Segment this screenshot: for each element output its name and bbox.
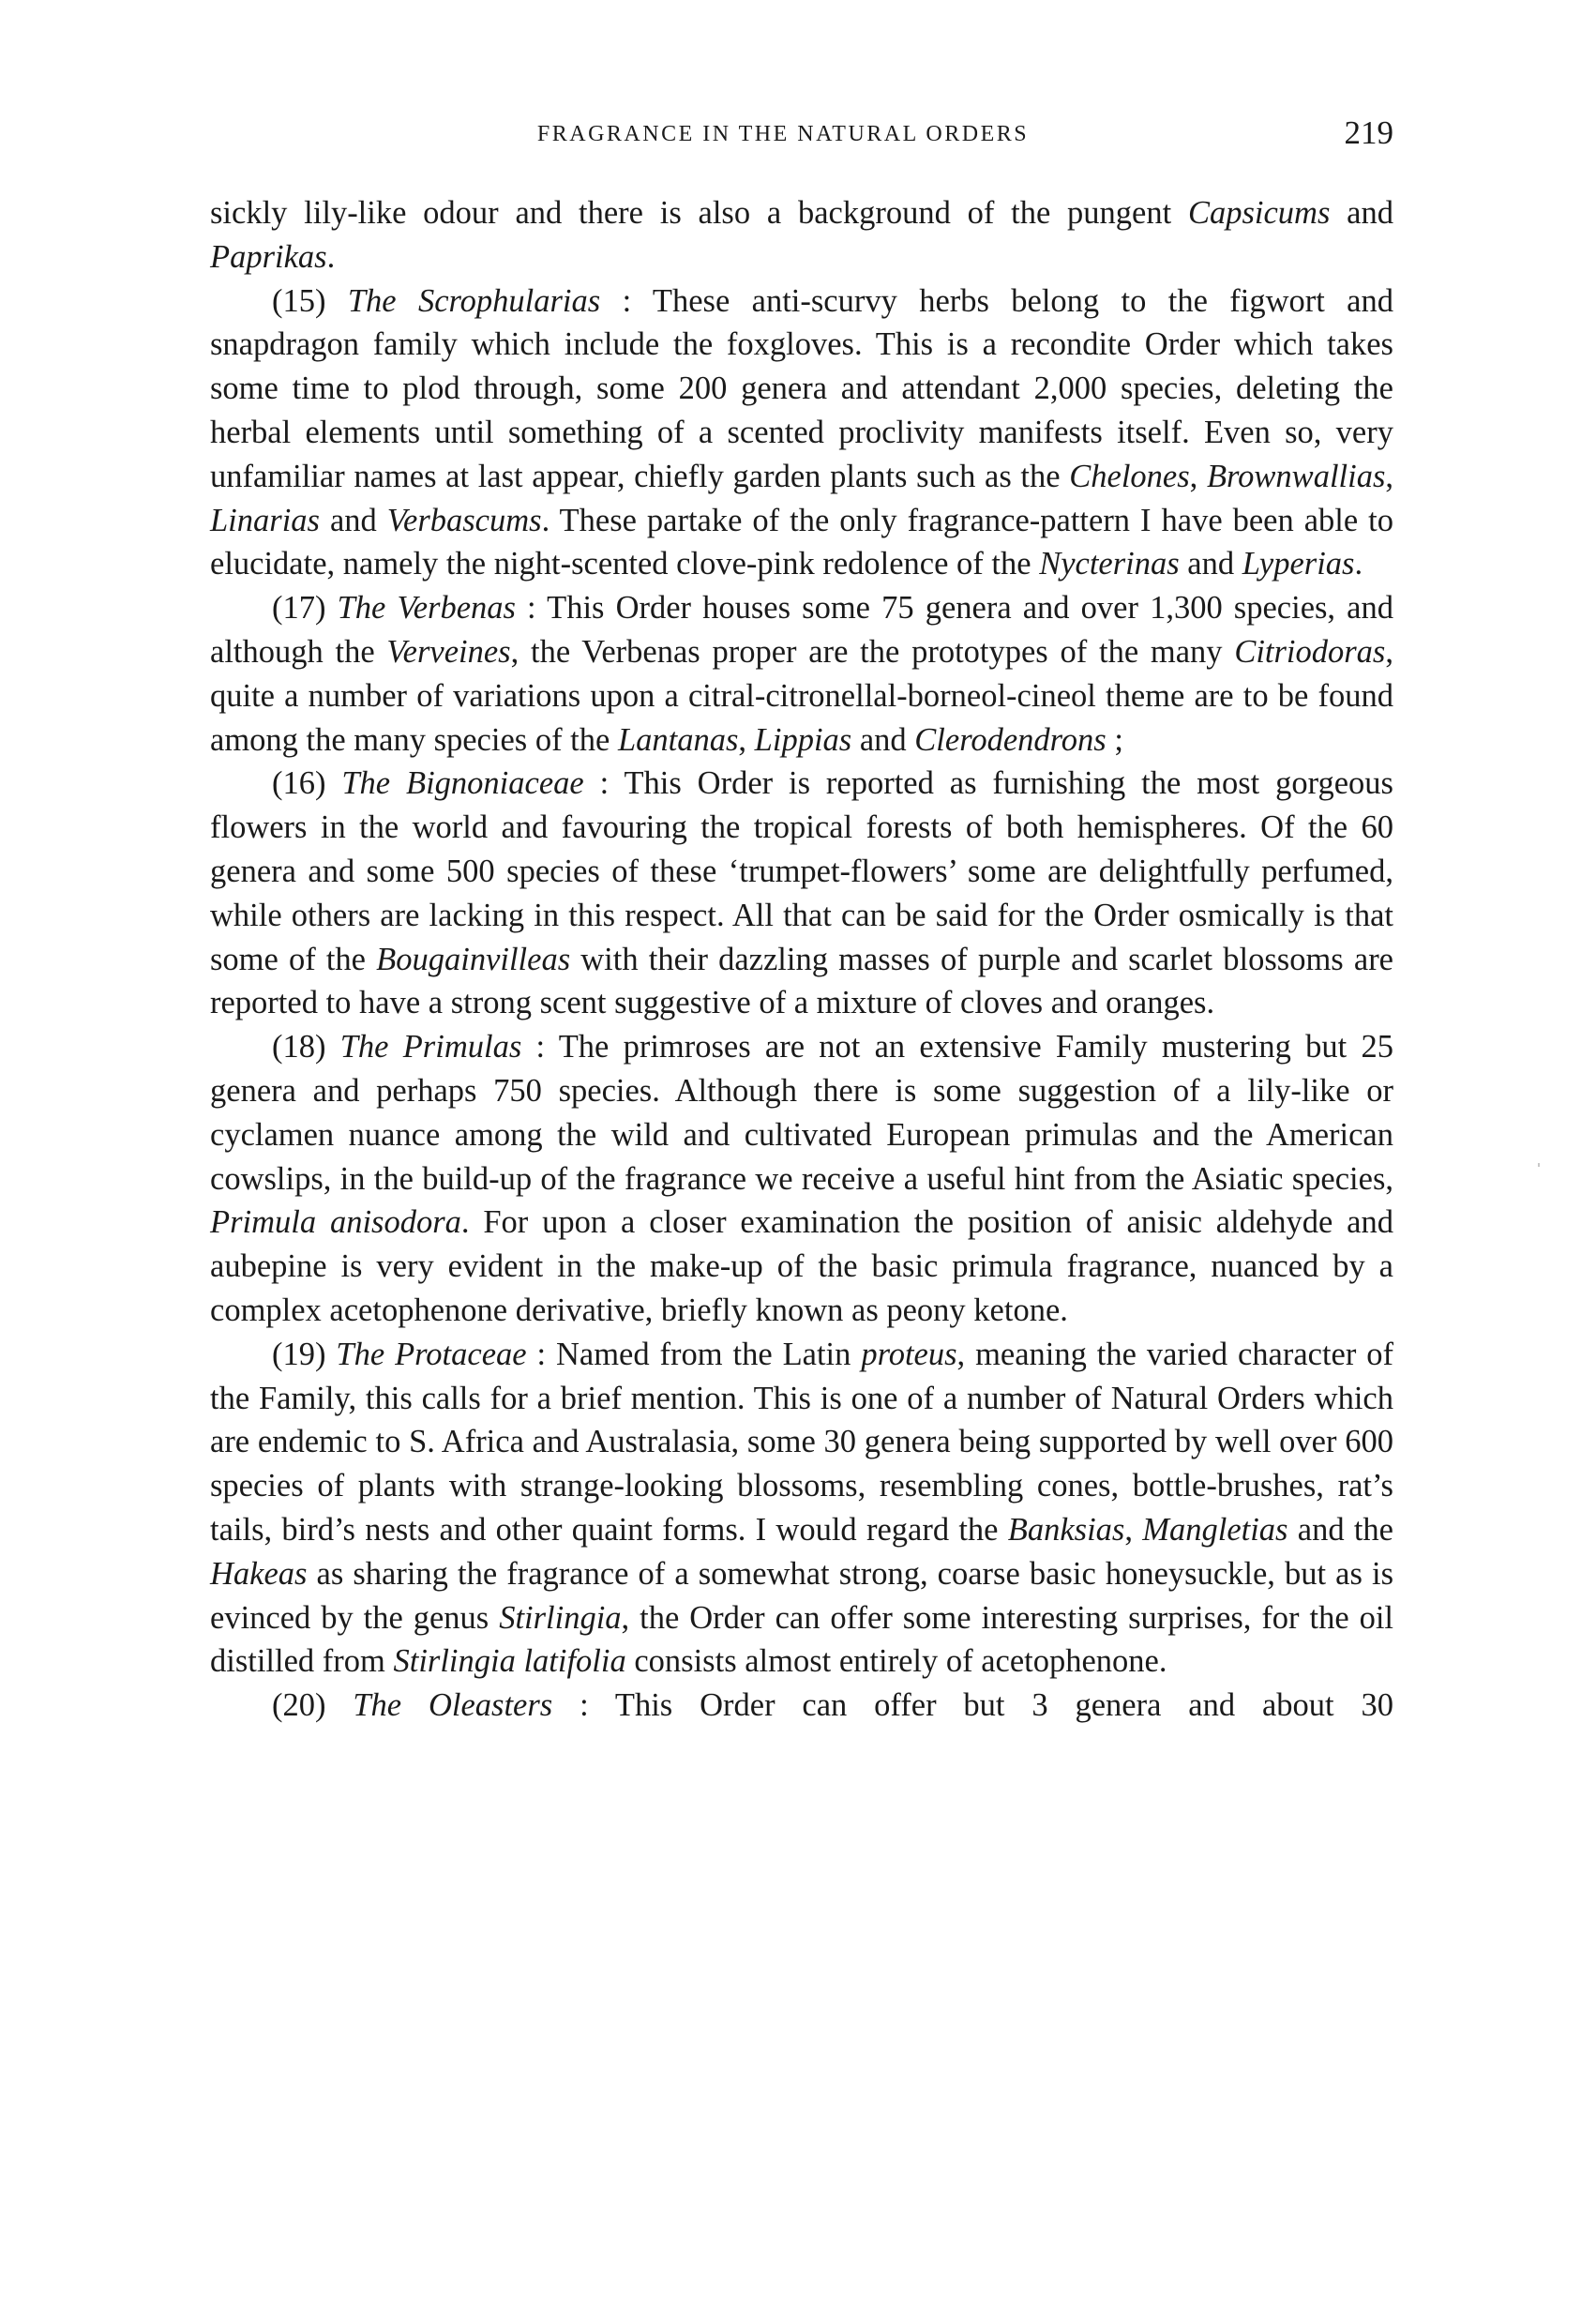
italic-term: proteus xyxy=(861,1336,957,1372)
text-run: . For upon a closer examination the position of anisic aldehyde and aubepine is very evident in the make-up of the basic primula fragrance, nuanced by a complex acetophenone derivative, briefly known as peony ketone. xyxy=(210,1204,1393,1328)
text-run: , xyxy=(1189,458,1207,494)
text-run: . These partake of the only fragrance-pattern I have been able to elucidate, namely the night-scented clove-pink redolence of the xyxy=(210,502,1393,582)
italic-term: Stirlingia xyxy=(499,1599,622,1636)
paragraph-protaceae xyxy=(210,1333,1393,1684)
text-run: with their dazzling masses of purple and scarlet blossoms are reported to have a strong scent suggestive of a mixture of cloves and oranges. xyxy=(210,941,1393,1021)
text-run: , xyxy=(1124,1511,1143,1548)
text-run: . xyxy=(326,238,336,275)
italic-term: The Scrophularias xyxy=(347,282,601,319)
text-run: : These anti-scurvy herbs belong to the figwort and snapdragon family which include the foxgloves. This is a recondite Order which takes some time to plod through, some 200 genera and attendant 2,000 species, deleting the herbal elements until something of a scented proclivity manifests itself. Even so, very unfamiliar names at last appear, chiefly garden plants such as the xyxy=(210,282,1393,494)
italic-term: Banksias xyxy=(1007,1511,1125,1548)
paragraph-continuation xyxy=(210,191,1393,280)
text-run: : This Order houses some 75 genera and over 1,300 species, and although the xyxy=(210,590,1393,670)
text-run: and the xyxy=(1287,1511,1393,1548)
text-run: (16) xyxy=(272,765,342,802)
italic-term: Citriodoras xyxy=(1234,633,1386,670)
running-head xyxy=(210,113,1393,165)
text-run: (19) xyxy=(272,1336,337,1372)
italic-term: Lantanas xyxy=(617,721,739,758)
italic-term: The Bignoniaceae xyxy=(341,765,584,802)
text-run: , xyxy=(1385,458,1394,494)
text-run: (18) xyxy=(272,1029,340,1065)
text-run: (15) xyxy=(272,282,348,319)
italic-term: Paprikas xyxy=(210,238,327,275)
text-run: and xyxy=(319,502,387,538)
text-run: : This Order is reported as furnishing the most gorgeous flowers in the world and favouring the tropical forests of both hemispheres. Of the 60 genera and some 500 species of these ‘trumpet-flowers’ some are delightfully perfumed, while others are lacking in this respect. All that can be said for the Order osmically is that some of the xyxy=(210,765,1393,977)
text-run: consists almost entirely of acetophenone. xyxy=(625,1643,1167,1680)
text-run: , quite a number of variations upon a citral-citronellal-borneol-cineol theme are to be found among the many species of the xyxy=(210,633,1393,758)
running-title: FRAGRANCE IN THE NATURAL ORDERS xyxy=(536,122,1030,146)
italic-term: Verveines xyxy=(386,633,511,670)
paragraph-scrophularias xyxy=(210,280,1393,587)
paragraph-oleasters xyxy=(210,1684,1393,1728)
text-run: , meaning the varied character of the Family, this calls for a brief mention. This is one of a number of Natural Orders which are endemic to S. Africa and Australasia, some 30 genera being supported by well over 600 species of plants with strange-looking blossoms, resembling cones, bottle-brushes, rat’s tails, bird’s nests and other quaint forms. I would regard the xyxy=(210,1336,1394,1548)
italic-term: Lyperias xyxy=(1242,546,1355,582)
text-run: and xyxy=(1330,195,1393,231)
text-run: , the Verbenas proper are the prototypes of the many xyxy=(510,633,1235,670)
text-run: as sharing the fragrance of a somewhat strong, coarse basic honeysuckle, but as is evinced by the genus xyxy=(210,1555,1393,1636)
italic-term: Primula anisodora xyxy=(210,1204,461,1241)
italic-term: Lippias xyxy=(754,721,852,758)
italic-term: Hakeas xyxy=(210,1555,308,1592)
italic-term: Clerodendrons xyxy=(914,721,1107,758)
italic-term: The Oleasters xyxy=(353,1687,553,1724)
text-run: (17) xyxy=(272,590,338,627)
italic-term: Bougainvilleas xyxy=(376,941,571,977)
italic-term: Linarias xyxy=(210,502,320,538)
text-run: . xyxy=(1354,546,1363,582)
italic-term: Verbascums xyxy=(386,502,542,538)
italic-term: Nycterinas xyxy=(1039,546,1180,582)
paragraph-verbenas xyxy=(210,586,1393,762)
italic-term: The Protaceae xyxy=(336,1336,527,1372)
text-run: sickly lily-like odour and there is also a background of the pungent xyxy=(210,195,1188,231)
italic-term: Capsicums xyxy=(1187,195,1331,231)
text-run: (20) xyxy=(272,1687,354,1724)
italic-term: The Primulas xyxy=(339,1029,522,1065)
text-run: ; xyxy=(1106,721,1123,758)
scan-artifact xyxy=(1538,1163,1540,1167)
text-run: , xyxy=(738,721,755,758)
text-run: : The primroses are not an extensive Family mustering but 25 genera and perhaps 750 species. Although there is some suggestion of a lily-like or cyclamen nuance among the wild and cultivated European primulas and the American cowslips, in the build-up of the fragrance we receive a useful hint from the Asiatic species, xyxy=(210,1029,1393,1197)
book-page xyxy=(210,113,1393,1728)
page-number: 219 xyxy=(1344,114,1393,151)
text-run: and xyxy=(1179,546,1242,582)
body-text xyxy=(210,191,1393,1728)
paragraph-bignoniaceae xyxy=(210,762,1393,1025)
italic-term: Stirlingia latifolia xyxy=(393,1643,626,1680)
text-run: : This Order can offer but 3 genera and about 30 xyxy=(552,1687,1393,1724)
text-run: , the Order can offer some interesting surprises, for the oil distilled from xyxy=(210,1599,1393,1680)
text-run: : Named from the Latin xyxy=(526,1336,862,1372)
italic-term: The Verbenas xyxy=(337,590,516,627)
italic-term: Brownwallias xyxy=(1206,458,1386,494)
paragraph-primulas xyxy=(210,1025,1393,1333)
text-run: and xyxy=(851,721,915,758)
italic-term: Mangletias xyxy=(1142,1511,1288,1548)
italic-term: Chelones xyxy=(1069,458,1190,494)
